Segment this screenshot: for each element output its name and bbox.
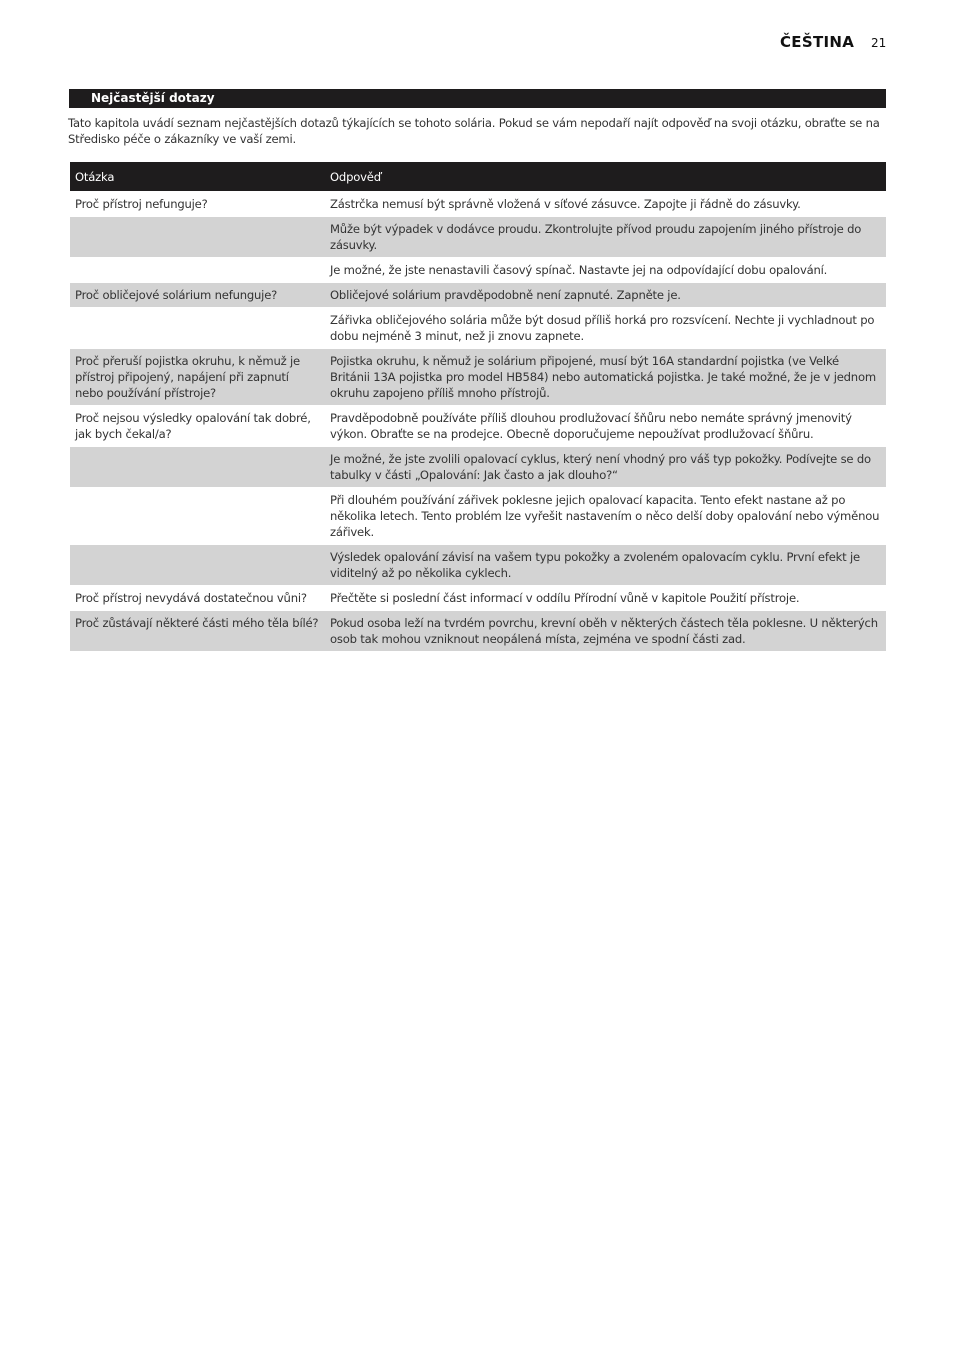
table-row [70,406,886,447]
answer-cell: Při dlouhém používání zářivek poklesne jejich opalovací kapacita. Tento efekt nastane až po několika letech. Tento problém lze vyřešit nastavením o něco delší doby opalování nebo výměnou zářivek. [325,488,886,545]
table-body [70,192,886,652]
section-title: Nejčastější dotazy [91,91,215,105]
table-row [70,283,886,308]
answer-cell: Pokud osoba leží na tvrdém povrchu, krevní oběh v některých částech těla poklesne. U některých osob tak mohou vzniknout neopálená místa, zejména ve spodní části zad. [325,611,886,652]
answer-cell: Zářivka obličejového solária může být dosud příliš horká pro rozsvícení. Nechte ji vychladnout po dobu nejméně 3 minut, než ji znovu zapnete. [325,308,886,349]
question-cell: Proč nejsou výsledky opalování tak dobré, jak bych čekal/a? [70,406,325,447]
question-cell [70,217,325,258]
answer-cell: Přečtěte si poslední část informací v oddílu Přírodní vůně v kapitole Použití přístroje. [325,586,886,611]
answer-cell: Výsledek opalování závisí na vašem typu pokožky a zvoleném opalovacím cyklu. První efekt je viditelný až po několika cyklech. [325,545,886,586]
table-row [70,586,886,611]
question-cell: Proč obličejové solárium nefunguje? [70,283,325,308]
table-row [70,349,886,406]
answer-cell: Obličejové solárium pravděpodobně není zapnuté. Zapněte je. [325,283,886,308]
table-row [70,308,886,349]
faq-table [70,162,886,652]
question-cell [70,545,325,586]
column-header-answer: Odpověď [325,162,886,192]
section-heading-bar [69,89,886,108]
answer-cell: Může být výpadek v dodávce proudu. Zkontrolujte přívod proudu zapojením jiného přístroje do zásuvky. [325,217,886,258]
question-cell: Proč přístroj nevydává dostatečnou vůni? [70,586,325,611]
answer-cell: Pravděpodobně používáte příliš dlouhou prodlužovací šňůru nebo nemáte správný jmenovitý výkon. Obraťte se na prodejce. Obecně doporučujeme nepoužívat prodlužovací šňůru. [325,406,886,447]
table-row [70,611,886,652]
answer-cell: Pojistka okruhu, k němuž je solárium připojené, musí být 16A standardní pojistka (ve Velké Británii 13A pojistka pro model HB584) nebo automatická pojistka. Je také možné, že je v jednom okruhu zapojeno příliš mnoho přístrojů. [325,349,886,406]
table-row [70,447,886,488]
table-row [70,258,886,283]
question-cell [70,258,325,283]
table-header-row [70,162,886,192]
table-row [70,217,886,258]
column-header-question: Otázka [70,162,325,192]
language-label: ČEŠTINA [780,33,855,51]
table-row [70,488,886,545]
question-cell: Proč přístroj nefunguje? [70,192,325,217]
answer-cell: Zástrčka nemusí být správně vložená v síťové zásuvce. Zapojte ji řádně do zásuvky. [325,192,886,217]
question-cell: Proč přeruší pojistka okruhu, k němuž je přístroj připojený, napájení při zapnutí nebo používání přístroje? [70,349,325,406]
question-cell [70,488,325,545]
question-cell [70,308,325,349]
table-row [70,545,886,586]
page-number: 21 [871,36,887,50]
answer-cell: Je možné, že jste nenastavili časový spínač. Nastavte jej na odpovídající dobu opalování. [325,258,886,283]
question-cell: Proč zůstávají některé části mého těla bílé? [70,611,325,652]
question-cell [70,447,325,488]
intro-paragraph: Tato kapitola uvádí seznam nejčastějších dotazů týkajících se tohoto solária. Pokud se vám nepodaří najít odpověď na svoji otázku, obraťte se na Středisko péče o zákazníky ve vaší zemi. [68,116,880,146]
answer-cell: Je možné, že jste zvolili opalovací cyklus, který není vhodný pro váš typ pokožky. Podívejte se do tabulky v části „Opalování: Jak často a jak dlouho?“ [325,447,886,488]
table-row [70,192,886,217]
